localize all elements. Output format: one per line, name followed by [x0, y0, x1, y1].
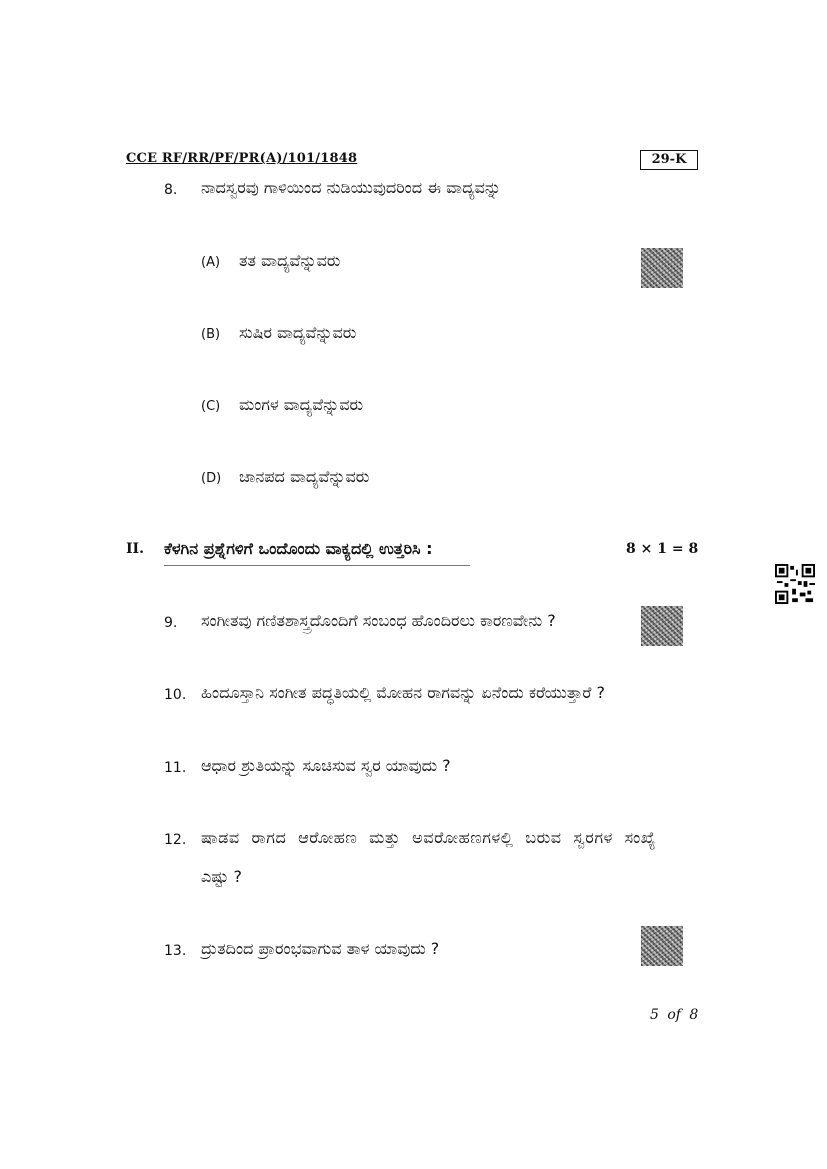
question-number: 12.: [164, 832, 187, 848]
option-label: (A): [201, 255, 221, 270]
option-text: ಜಾನಪದ ವಾದ್ಯವೆನ್ನುವರು: [239, 467, 370, 486]
section-number: II.: [126, 541, 144, 557]
section-title: ಕೆಳಗಿನ ಪ್ರಶ್ನೆಗಳಿಗೆ ಒಂದೊಂದು ವಾಕ್ಯದಲ್ಲಿ ಉತ್ತರಿಸಿ :: [164, 539, 470, 566]
noise-barcode-icon: [641, 248, 683, 288]
option-text: ತತ ವಾದ್ಯವೆನ್ನುವರು: [239, 251, 341, 270]
question-number: 13.: [164, 943, 187, 959]
question-text: ನಾದಸ್ವರವು ಗಾಳಿಯಿಂದ ನುಡಿಯುವುದರಿಂದ ಈ ವಾದ್ಯವನ್ನು: [201, 178, 502, 197]
section-marks: 8 × 1 = 8: [626, 541, 699, 557]
noise-barcode-icon: [641, 926, 683, 966]
question-number: 11.: [164, 760, 187, 776]
paper-code-box: 29-K: [640, 150, 698, 170]
question-text: ಹಿಂದೂಸ್ತಾನಿ ಸಂಗೀತ ಪದ್ಧತಿಯಲ್ಲಿ ಮೋಹನ ರಾಗವನ್ನು ಏನೆಂದು ಕರೆಯುತ್ತಾರೆ ?: [201, 683, 606, 702]
question-text: ಆಧಾರ ಶ್ರುತಿಯನ್ನು ಸೂಚಿಸುವ ಸ್ವರ ಯಾವುದು ?: [201, 756, 451, 775]
question-text: ಸಂಗೀತವು ಗಣಿತಶಾಸ್ತ್ರದೊಂದಿಗೆ ಸಂಬಂಧ ಹೊಂದಿರಲು ಕಾರಣವೇನು ?: [201, 611, 556, 630]
option-label: (B): [201, 327, 221, 342]
noise-barcode-icon: [641, 606, 683, 646]
option-label: (D): [201, 471, 222, 486]
question-text: ದ್ರುತದಿಂದ ಪ್ರಾರಂಭವಾಗುವ ತಾಳ ಯಾವುದು ?: [201, 939, 440, 958]
question-number: 9.: [164, 615, 178, 631]
page-number: 5 of 8: [650, 1007, 699, 1023]
qr-code-icon: [775, 564, 815, 604]
option-text: ಮಂಗಳ ವಾದ್ಯವೆನ್ನುವರು: [239, 395, 364, 414]
exam-code: CCE RF/RR/PF/PR(A)/101/1848: [126, 151, 358, 166]
option-label: (C): [201, 399, 221, 414]
question-number: 8.: [164, 182, 178, 198]
question-number: 10.: [164, 687, 187, 703]
question-text: ಷಾಡವ ರಾಗದ ಆರೋಹಣ ಮತ್ತು ಅವರೋಹಣಗಳಲ್ಲಿ ಬರುವ ಸ್ವರಗಳ ಸಂಖ್ಯೆ: [201, 828, 656, 847]
question-text-continued: ಎಷ್ಟು ?: [201, 867, 242, 886]
option-text: ಸುಷಿರ ವಾದ್ಯವೆನ್ನುವರು: [239, 323, 357, 342]
